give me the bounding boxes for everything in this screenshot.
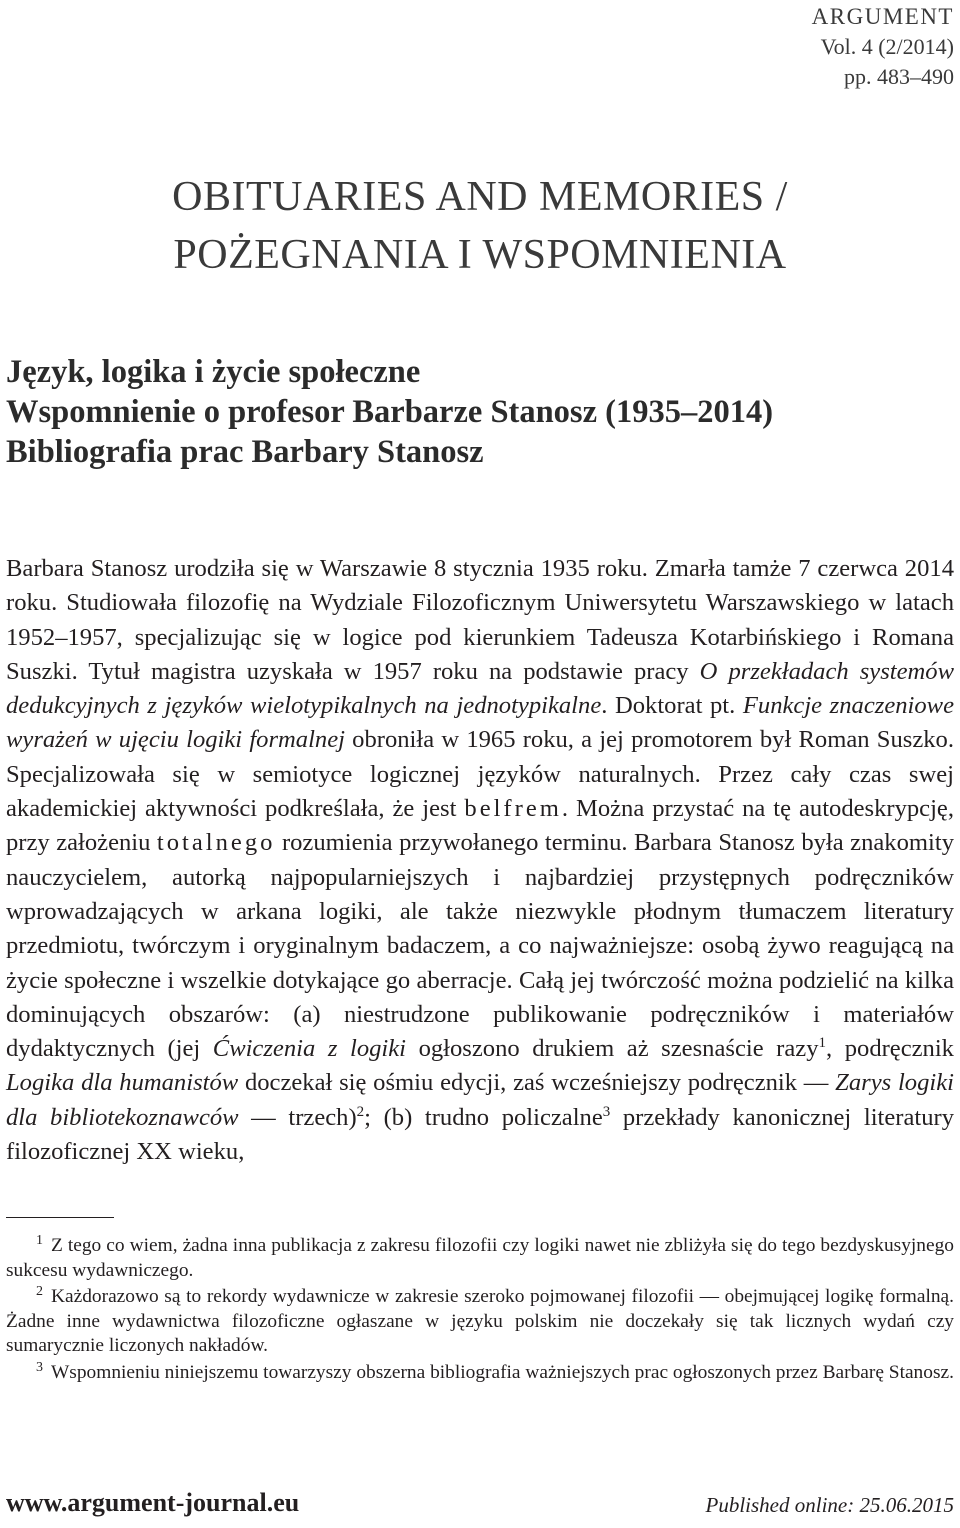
footnote (6, 1361, 954, 1386)
body-text: , podręcznik (826, 1035, 954, 1063)
body-text: ogłoszono drukiem aż szesnaście razy (406, 1035, 819, 1063)
journal-header (812, 2, 954, 92)
section-title-english: OBITUARIES AND MEMORIES / (172, 174, 788, 220)
journal-website-link[interactable]: www.argument-journal.eu (6, 1488, 300, 1517)
body-text: — trzech) (238, 1103, 357, 1131)
article-subtitle-line: Bibliografia prac Barbary Stanosz (6, 434, 484, 470)
body-text: doczekał się ośmiu edycji, zaś wcześniejszy podręcznik — (238, 1069, 836, 1097)
body-text: . Doktorat pt. (601, 692, 743, 720)
body-text: obroniła w 1965 roku, a jej promotorem był Roman Suszko. Specjalizowała się w semiotyce logicznej języków naturalnych. Przez cały czas swej akademickiej aktywności podkreślała, że jest (6, 726, 954, 823)
book-title: Logika dla humanistów (6, 1069, 239, 1097)
footnote-number: 3 (36, 1359, 43, 1375)
publication-date: Published online: 25.06.2015 (705, 1493, 954, 1517)
body-text: ; (b) trudno policzalne (364, 1103, 603, 1131)
footnote-number: 2 (36, 1284, 43, 1299)
section-title-polish: POŻEGNANIA I WSPOMNIENIA (173, 232, 787, 278)
article-body (6, 552, 954, 1169)
emphasized-word: belfrem (464, 795, 562, 823)
body-text: rozumienia przywołanego terminu. Barbara Stanosz była znakomity nauczycielem, autorką najpopularniejszych i najbardziej przystępnych podręczników wprowadzających w arkana logiki, ale także niezwykle płodnym tłumaczem literatury przedmiotu, twórczym i oryginalnym badaczem, a co najważniejsze: osobą żywo reagującą na życie społeczne i wszelkie dotykające go aberracje. Całą jej twórczość można podzielić na kilka dominujących obszarów: (a) niestrudzone publikowanie podręczników i materiałów dydaktycznych (jej (6, 829, 954, 1063)
article-title (6, 352, 773, 472)
section-title (0, 168, 960, 284)
footnote (6, 1234, 954, 1283)
dissertation-title: Funkcje znaczeniowe wyrażeń w ujęciu logiki formalnej (6, 692, 954, 754)
footnote-text: Wspomnieniu niniejszemu towarzyszy obszerna bibliografia ważniejszych prac ogłoszonych przez Barbarę Stanosz. (51, 1361, 954, 1383)
footnote-text: Z tego co wiem, żadna inna publikacja z zakresu filozofii czy logiki nawet nie zbliżyła się do tego bezdyskusyjnego sukcesu wydawniczego. (6, 1235, 954, 1281)
emphasized-word: totalnego (156, 829, 276, 857)
footnote-ref[interactable]: 1 (818, 1035, 826, 1052)
journal-pages: pp. 483–490 (844, 64, 954, 89)
footnote-text: Każdorazowo są to rekordy wydawnicze w zakresie szeroko pojmowanej filozofii — obejmującej logikę formalną. Żadne inne wydawnictwa filozoficzne ogłaszane w języku polskim nie doczekały się tak licznych wydań czy sumarycznie liczonych nakładów. (6, 1286, 954, 1356)
article-title-line: Język, logika i życie społeczne (6, 354, 421, 390)
footnote-ref[interactable]: 3 (602, 1103, 611, 1120)
footnote (6, 1285, 954, 1359)
book-title: Zarys logiki dla bibliotekoznawców (6, 1069, 954, 1131)
body-text: Barbara Stanosz urodziła się w Warszawie 8 stycznia 1935 roku. Zmarła tamże 7 czerwca 2014 roku. Studiowała filozofię na Wydziale Filozoficznym Uniwersytetu Warszawskiego w latach 1952–1957, specjalizując się w logice pod kierunkiem Tadeusza Kotarbińskiego i Romana Suszki. Tytuł magistra uzyskała w 1957 roku na podstawie pracy (6, 555, 954, 685)
footnote-number: 1 (36, 1233, 43, 1248)
body-text: . Można przystać na tę autodeskrypcję, przy założeniu (6, 795, 954, 857)
article-subtitle-line: Wspomnienie o profesor Barbarze Stanosz (1935–2014) (6, 394, 774, 430)
footnote-ref[interactable]: 2 (356, 1103, 365, 1120)
journal-volume: Vol. 4 (2/2014) (820, 34, 954, 59)
footnotes (6, 1234, 954, 1387)
body-text: przekłady kanonicznej literatury filozoficznej XX wieku, (6, 1103, 954, 1166)
journal-name: ARGUMENT (811, 4, 954, 29)
body-paragraph (6, 552, 954, 1169)
footnote-divider (6, 1217, 114, 1218)
book-title: Ćwiczenia z logiki (212, 1035, 406, 1063)
thesis-title: O przekładach systemów dedukcyjnych z języków wielotypikalnych na jednotypikalne (6, 657, 954, 720)
